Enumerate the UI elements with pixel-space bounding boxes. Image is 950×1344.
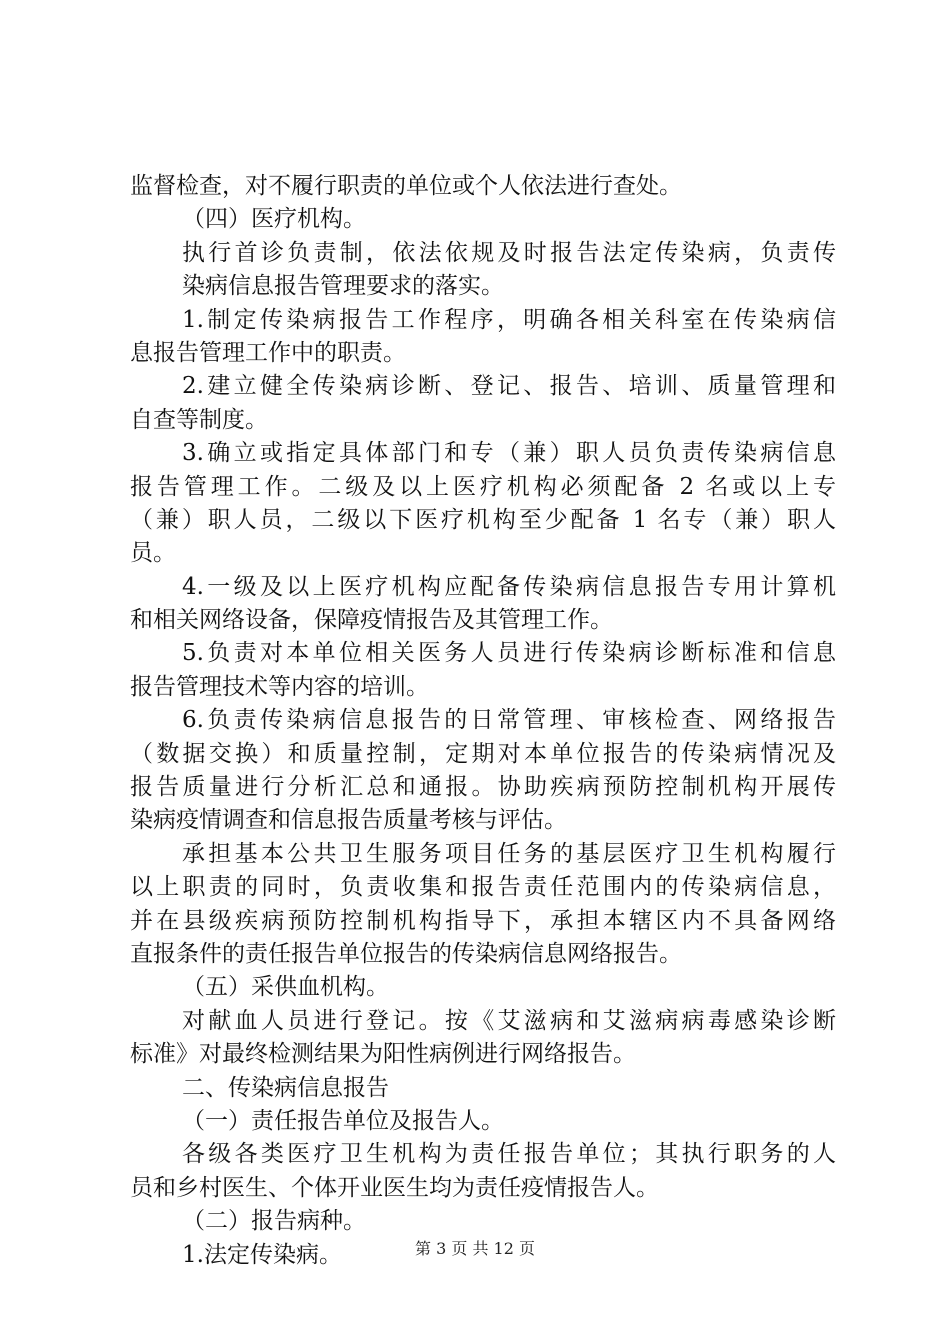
text-line: （一）责任报告单位及报告人。 xyxy=(182,1107,504,1134)
text-line: 标准》对最终检测结果为阳性病例进行网络报告。 xyxy=(130,1041,636,1068)
text-line: 直报条件的责任报告单位报告的传染病信息网络报告。 xyxy=(130,940,682,967)
text-line: 员和乡村医生、个体开业医生均为责任疫情报告人。 xyxy=(130,1174,659,1201)
text-line: 染病信息报告管理要求的落实。 xyxy=(182,273,504,300)
document-body xyxy=(130,170,836,1272)
page-footer: 第 3 页 共 12 页 xyxy=(415,1239,535,1258)
text-line: 报告管理技术等内容的培训。 xyxy=(130,673,429,700)
text-line: 2.建立健全传染病诊断、登记、报告、培训、质量管理和 xyxy=(182,373,836,400)
text-line: （四）医疗机构。 xyxy=(182,206,366,233)
text-line: 对献血人员进行登记。按《艾滋病和艾滋病病毒感染诊断 xyxy=(182,1007,836,1034)
text-line: 息报告管理工作中的职责。 xyxy=(130,339,406,366)
text-line: 并在县级疾病预防控制机构指导下，承担本辖区内不具备网络 xyxy=(130,907,836,934)
text-line: 员。 xyxy=(130,540,176,567)
text-line: 各级各类医疗卫生机构为责任报告单位；其执行职务的人 xyxy=(182,1141,836,1168)
text-line: 3.确立或指定具体部门和专（兼）职人员负责传染病信息 xyxy=(182,440,836,467)
text-line: 报告质量进行分析汇总和通报。协助疾病预防控制机构开展传 xyxy=(130,774,836,801)
text-line: 报告管理工作。二级及以上医疗机构必须配备 2 名或以上专 xyxy=(130,473,836,500)
text-line: （数据交换）和质量控制，定期对本单位报告的传染病情况及 xyxy=(130,740,836,767)
text-line: 1.制定传染病报告工作程序，明确各相关科室在传染病信 xyxy=(182,306,836,333)
text-line: 4.一级及以上医疗机构应配备传染病信息报告专用计算机 xyxy=(182,573,836,600)
text-line: 1.法定传染病。 xyxy=(182,1241,342,1268)
text-line: （兼）职人员，二级以下医疗机构至少配备 1 名专（兼）职人 xyxy=(130,506,836,533)
text-line: 和相关网络设备，保障疫情报告及其管理工作。 xyxy=(130,607,613,634)
text-line: 执行首诊负责制，依法依规及时报告法定传染病，负责传 xyxy=(182,239,836,266)
text-line: （五）采供血机构。 xyxy=(182,974,389,1001)
text-line: 5.负责对本单位相关医务人员进行传染病诊断标准和信息 xyxy=(182,640,836,667)
text-line: 自查等制度。 xyxy=(130,406,268,433)
text-line: 二、传染病信息报告 xyxy=(182,1074,389,1101)
text-line: 6.负责传染病信息报告的日常管理、审核检查、网络报告 xyxy=(182,707,836,734)
text-line: 以上职责的同时，负责收集和报告责任范围内的传染病信息， xyxy=(130,874,836,901)
text-line: （二）报告病种。 xyxy=(182,1208,366,1235)
text-line: 染病疫情调查和信息报告质量考核与评估。 xyxy=(130,807,567,834)
text-line: 承担基本公共卫生服务项目任务的基层医疗卫生机构履行 xyxy=(182,840,836,867)
text-line: 监督检查，对不履行职责的单位或个人依法进行查处。 xyxy=(130,173,682,199)
